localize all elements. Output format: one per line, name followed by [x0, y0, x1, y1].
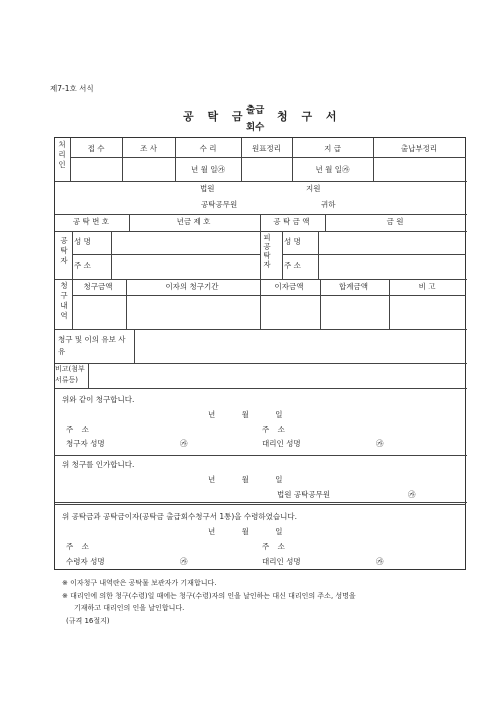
- approval-header-reception: 접 수: [87, 144, 105, 153]
- approval-header-payment: 지 급: [324, 144, 341, 153]
- depositor-label: 공탁자: [60, 236, 68, 265]
- title-left: 공 탁 금: [183, 110, 248, 123]
- approval-side-label: 처리인: [58, 140, 66, 169]
- claim-header-amount: 청구금액: [83, 282, 113, 291]
- approval-officer-seal: ㉮: [408, 490, 416, 499]
- note-1: ※ 이자청구 내역란은 공탁물 보관자가 기재합니다.: [62, 579, 217, 587]
- claimant-name-label: 청구자 성명: [66, 439, 105, 448]
- paper-size-note: (규격 16절지): [66, 617, 110, 625]
- deposit-number-label: 공 탁 번 호: [72, 217, 110, 226]
- depositee-address-label: 주 소: [284, 261, 301, 270]
- title-bottom: 회수: [246, 122, 265, 133]
- deposit-amount-value: 금 원: [386, 217, 404, 226]
- title-top: 출급: [246, 105, 265, 116]
- receipt-date: 년 월 일: [208, 527, 283, 536]
- claim-address-left: 주 소: [66, 425, 89, 434]
- note-2: ※ 대리인에 의한 청구(수령)일 때에는 청구(수령)자의 인을 날인하는 대신 대리인의 주소, 성명을: [62, 592, 356, 600]
- branch-label: 지원: [306, 184, 321, 193]
- title-right: 청 구 서: [277, 110, 342, 123]
- deposit-amount-label: 공 탁 금 액: [273, 217, 310, 226]
- claim-header-period: 이자의 청구기간: [165, 282, 219, 291]
- claim-header-interest: 이자금액: [274, 282, 304, 291]
- reason-label: 청구 및 이의 유보 사 유: [58, 335, 126, 356]
- claim-header-remarks: 비 고: [418, 282, 436, 291]
- approval-header-acceptance: 수 리: [199, 144, 217, 153]
- honorific-label: 귀하: [321, 200, 336, 209]
- depositor-name-label: 성 명: [74, 237, 91, 246]
- approval-date: 년 월 일: [208, 475, 283, 484]
- remarks-label: 비고(첨부서류등): [55, 365, 85, 384]
- claim-side-label: 청구내역: [60, 281, 68, 320]
- receiver-seal: ㉮: [180, 557, 188, 566]
- approval-date-1: 년 월 일㉮: [190, 165, 225, 174]
- receipt-agent-seal: ㉮: [376, 557, 384, 566]
- deposit-number-value: 년금 제 호: [176, 217, 211, 226]
- claim-date: 년 월 일: [208, 410, 283, 419]
- claimant-seal: ㉮: [180, 439, 188, 448]
- approval-statement: 위 청구를 인가합니다.: [62, 460, 135, 469]
- receipt-address-right: 주 소: [262, 542, 285, 551]
- note-2-cont: 기재하고 대리인의 인을 날인합니다.: [74, 604, 185, 612]
- approval-header-investigation: 조 사: [140, 144, 157, 153]
- receiver-name-label: 수령자 성명: [66, 557, 105, 566]
- claim-agent-label: 대리인 성명: [262, 439, 301, 448]
- receipt-address-left: 주 소: [66, 542, 89, 551]
- claim-header-total: 합계금액: [339, 282, 368, 291]
- receipt-agent-label: 대리인 성명: [262, 557, 301, 566]
- claim-statement: 위와 같이 청구합니다.: [62, 395, 135, 404]
- form-number: 제7-1호 서식: [50, 84, 94, 93]
- approval-header-ledger: 원표정리: [252, 144, 281, 153]
- officer-label: 공탁공무원: [201, 200, 238, 209]
- approval-header-cashbook: 출납부정리: [400, 144, 438, 153]
- approval-officer-label: 법원 공탁공무원: [277, 490, 331, 499]
- receipt-statement: 위 공탁금과 공탁금이자(공탁금 출급회수청구서 1통)을 수령하였습니다.: [62, 512, 298, 521]
- depositee-name-label: 성 명: [284, 237, 301, 246]
- court-label: 법원: [200, 184, 215, 193]
- depositor-address-label: 주 소: [74, 261, 91, 270]
- claim-agent-seal: ㉮: [376, 439, 384, 448]
- claim-address-right: 주 소: [262, 425, 285, 434]
- approval-date-2: 년 월 일㉮: [315, 165, 350, 174]
- depositee-label: 피공탁자: [263, 233, 271, 269]
